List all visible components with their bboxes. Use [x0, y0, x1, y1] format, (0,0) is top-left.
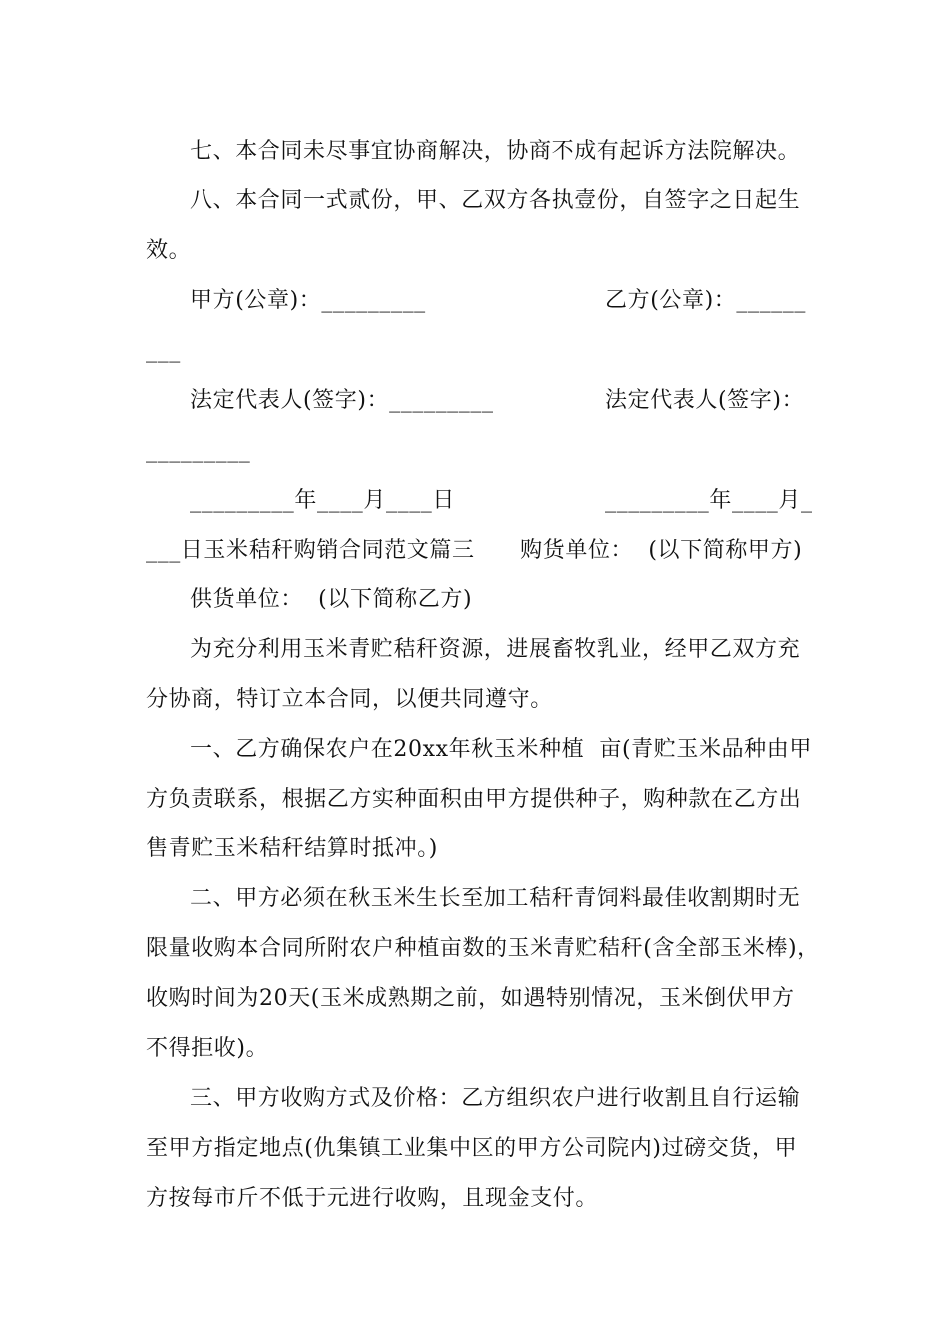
clause-1-line-1: 一、乙方确保农户在20xx年秋玉米种植 亩(青贮玉米品种由甲	[190, 737, 812, 762]
clause-2-line-1: 二、甲方必须在秋玉米生长至加工秸秆青饲料最佳收割期时无	[190, 886, 801, 911]
clause-2-line-4: 不得拒收)。	[146, 1036, 269, 1061]
party-b-seal-continued: ___	[146, 338, 181, 363]
party-b-representative: 法定代表人(签字)：	[605, 388, 805, 413]
preamble-line-1: 为充分利用玉米青贮秸秆资源，进展畜牧乳业，经甲乙双方充	[190, 637, 801, 662]
clause-2-line-2: 限量收购本合同所附农户种植亩数的玉米青贮秸秆(含全部玉米棒)，	[146, 936, 820, 961]
clause-8-line-2: 效。	[146, 238, 192, 263]
party-a-date: _________年____月____日	[190, 488, 456, 513]
preamble-line-2: 分协商，特订立本合同，以便共同遵守。	[146, 687, 553, 712]
clause-3-line-2: 至甲方指定地点(仇集镇工业集中区的甲方公司院内)过磅交货，甲	[146, 1136, 798, 1161]
party-a-seal: 甲方(公章)：_________	[190, 288, 426, 313]
clause-8-line-1: 八、本合同一式贰份，甲、乙双方各执壹份，自签字之日起生	[190, 188, 801, 213]
clause-1-line-2: 方负责联系，根据乙方实种面积由甲方提供种子，购种款在乙方出	[146, 787, 802, 812]
section-three-heading: ___日玉米秸秆购销合同范文篇三 购货单位： (以下简称甲方)	[146, 538, 803, 563]
party-b-seal: 乙方(公章)：______	[605, 288, 806, 313]
clause-7: 七、本合同未尽事宜协商解决，协商不成有起诉方法院解决。	[190, 139, 801, 164]
party-b-representative-blank: _________	[146, 438, 251, 463]
party-a-representative: 法定代表人(签字)：_________	[190, 388, 494, 413]
clause-3-line-3: 方按每市斤不低于元进行收购，且现金支付。	[146, 1186, 599, 1211]
clause-3-line-1: 三、甲方收购方式及价格：乙方组织农户进行收割且自行运输	[190, 1086, 801, 1111]
supplier-unit: 供货单位： (以下简称乙方)	[190, 587, 473, 612]
clause-2-line-3: 收购时间为20天(玉米成熟期之前，如遇特别情况，玉米倒伏甲方	[146, 986, 795, 1011]
clause-1-line-3: 售青贮玉米秸秆结算时抵冲。)	[146, 836, 438, 861]
party-b-date: _________年____月_	[605, 488, 813, 513]
